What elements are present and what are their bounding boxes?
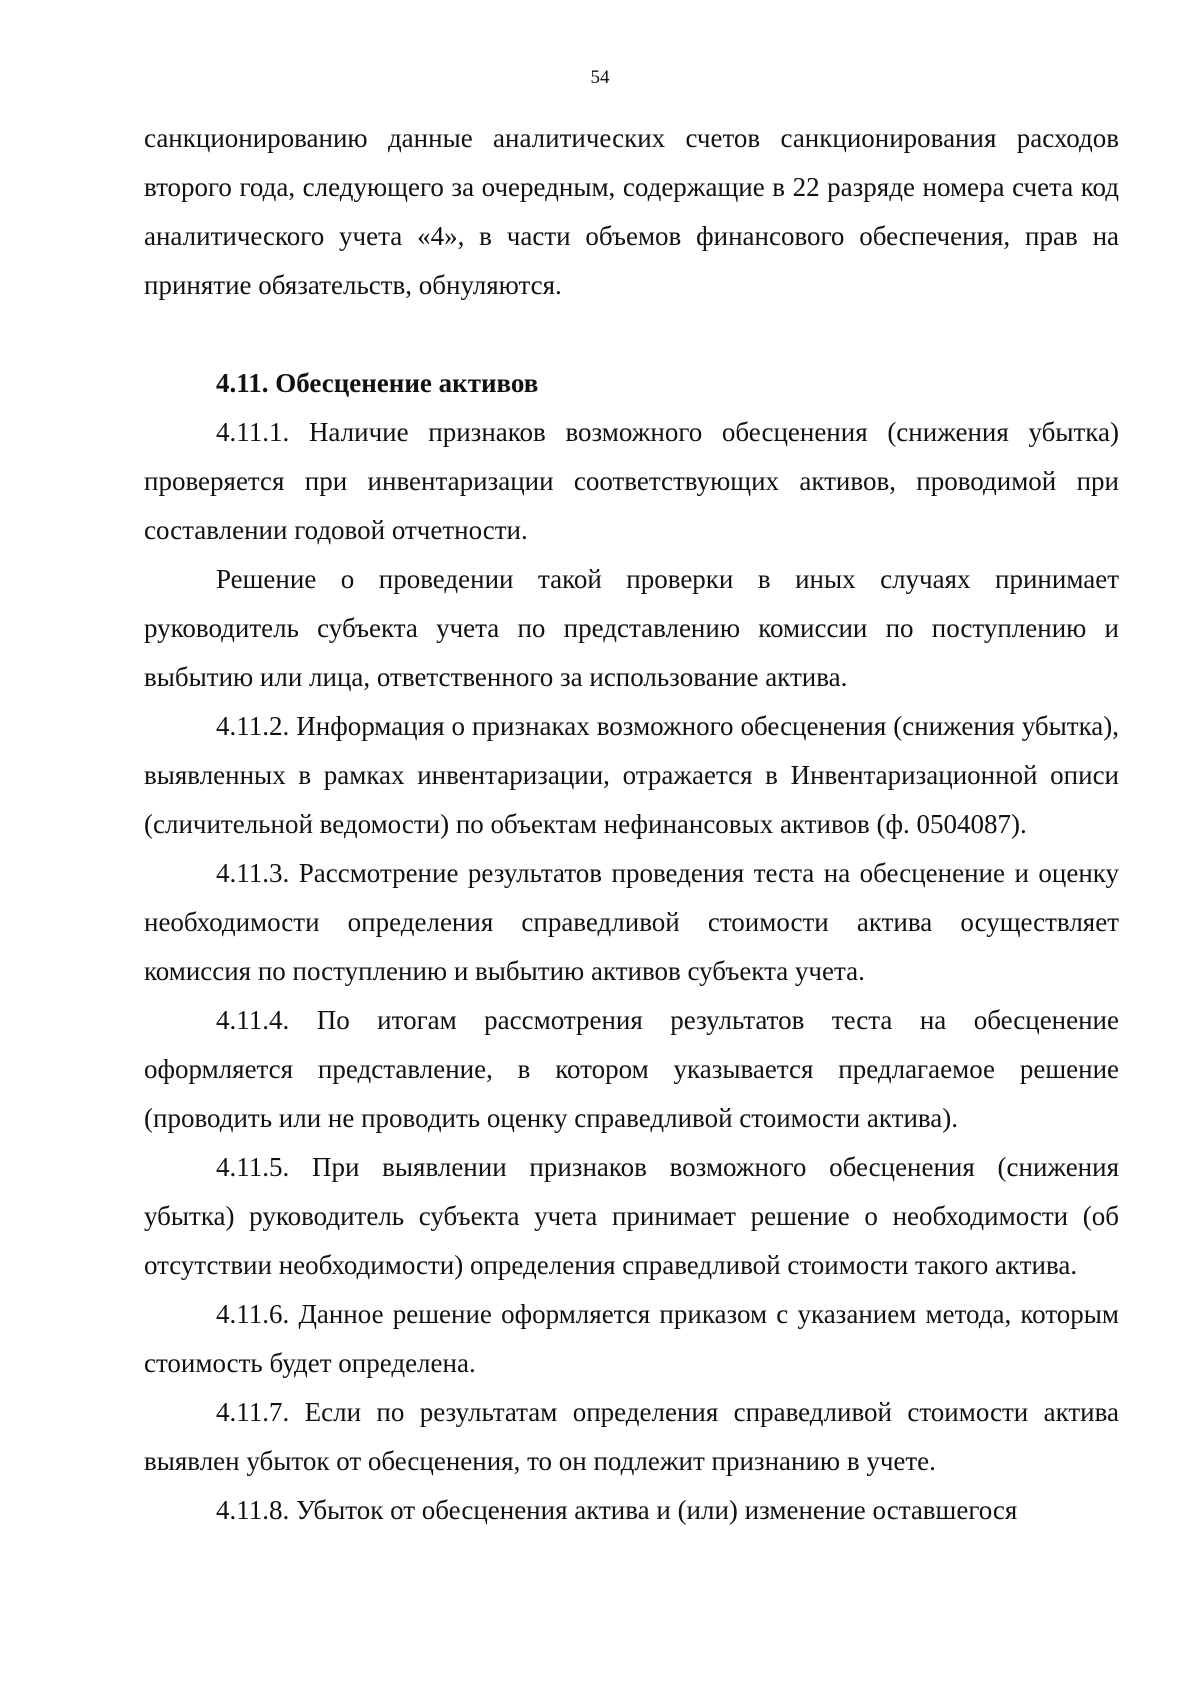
intro-paragraph: санкционированию данные аналитических счетов санкционирования расходов второго года, следующего за очередным, содержащие в 22 разряде номера счета код аналитического учета «4», в части объемов финансового обеспечения, прав на принятие обязательств, обнуляются. (144, 123, 1119, 300)
document-body (144, 114, 1119, 1535)
paragraph-4-11-3: 4.11.3. Рассмотрение результатов проведения теста на обесценение и оценку необходимости определения справедливой стоимости актива осуществляет комиссия по поступлению и выбытию активов субъекта учета. (144, 858, 1119, 986)
paragraph-4-11-1: 4.11.1. Наличие признаков возможного обесценения (снижения убытка) проверяется при инвентаризации соответствующих активов, проводимой при составлении годовой отчетности. (144, 417, 1119, 545)
section-heading: 4.11. Обесценение активов (216, 368, 539, 398)
paragraph-4-11-4: 4.11.4. По итогам рассмотрения результатов теста на обесценение оформляется представление, в котором указывается предлагаемое решение (проводить или не проводить оценку справедливой стоимости актива). (144, 1005, 1119, 1133)
page-number: 54 (590, 67, 610, 88)
paragraph-4-11-2: 4.11.2. Информация о признаках возможного обесценения (снижения убытка), выявленных в рамках инвентаризации, отражается в Инвентаризационной описи (сличительной ведомости) по объектам нефинансовых активов (ф. 0504087). (144, 711, 1119, 839)
paragraph-4-11-8: 4.11.8. Убыток от обесценения актива и (или) изменение оставшегося (216, 1495, 1018, 1525)
paragraph-4-11-6: 4.11.6. Данное решение оформляется приказом с указанием метода, которым стоимость будет определена. (144, 1299, 1119, 1378)
paragraph-decision: Решение о проведении такой проверки в иных случаях принимает руководитель субъекта учета по представлению комиссии по поступлению и выбытию или лица, ответственного за использование актива. (144, 564, 1119, 692)
paragraph-4-11-5: 4.11.5. При выявлении признаков возможного обесценения (снижения убытка) руководитель субъекта учета принимает решение о необходимости (об отсутствии необходимости) определения справедливой стоимости такого актива. (144, 1152, 1119, 1280)
paragraph-4-11-7: 4.11.7. Если по результатам определения справедливой стоимости актива выявлен убыток от обесценения, то он подлежит признанию в учете. (144, 1397, 1119, 1476)
